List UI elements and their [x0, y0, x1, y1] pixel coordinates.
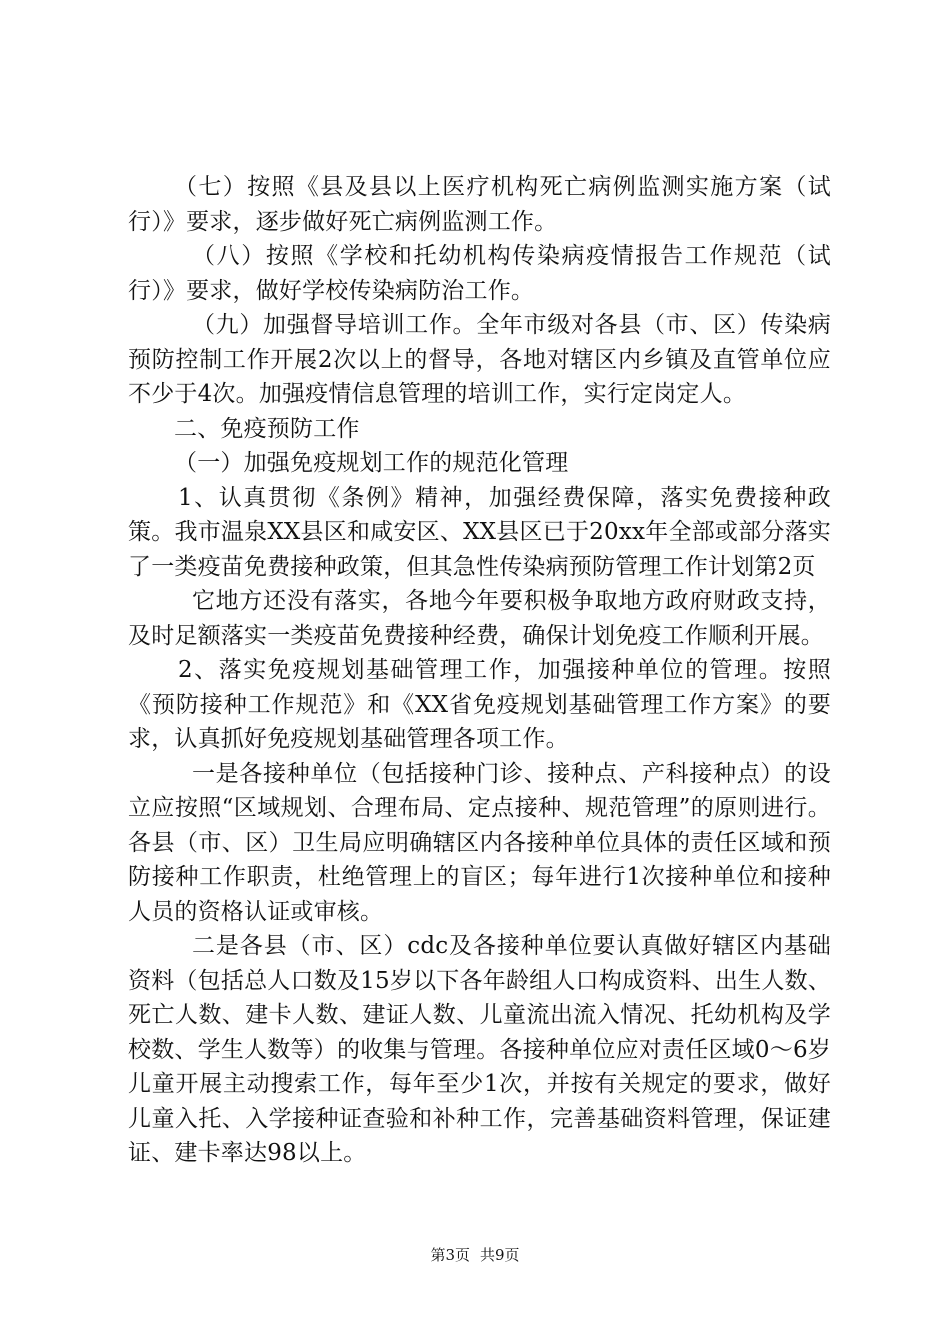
paragraph-point-1: 1、认真贯彻《条例》精神，加强经费保障，落实免费接种政策。我市温泉XX县区和咸安区、XX县区已于20xx年全部或部分落实了一类疫苗免费接种政策，但其急性传染病预防管理工作计划第2页: [128, 484, 831, 580]
paragraph-item-8: （八）按照《学校和托幼机构传染病疫情报告工作规范（试行）》要求，做好学校传染病防治工作。: [128, 243, 831, 304]
paragraph-point-2: 2、落实免疫规划基础管理工作，加强接种单位的管理。按照《预防接种工作规范》和《XX省免疫规划基础管理工作方案》的要求，认真抓好免疫规划基础管理各项工作。: [128, 657, 831, 752]
page-footer: [0, 1245, 950, 1265]
paragraph-second-item: 二是各县（市、区）cdc及各接种单位要认真做好辖区内基础资料（包括总人口数及15岁以下各年龄组人口构成资料、出生人数、死亡人数、建卡人数、建证人数、儿童流出流入情况、托幼机构及学校数、学生人数等）的收集与管理。各接种单位应对责任区域0～6岁儿童开展主动搜索工作，每年至少1次，并按有关规定的要求，做好儿童入托、入学接种证查验和补种工作，完善基础资料管理，保证建证、建卡率达98以上。: [128, 933, 831, 1166]
page-number-current: 第3页: [430, 1246, 470, 1264]
paragraph-continuation: 它地方还没有落实，各地今年要积极争取地方政府财政支持，及时足额落实一类疫苗免费接种经费，确保计划免疫工作顺利开展。: [128, 588, 831, 649]
document-body: [128, 170, 831, 1171]
paragraph-item-7: （七）按照《县及县以上医疗机构死亡病例监测实施方案（试行）》要求，逐步做好死亡病例监测工作。: [128, 174, 831, 235]
paragraph-item-9: （九）加强督导培训工作。全年市级对各县（市、区）传染病预防控制工作开展2次以上的督导，各地对辖区内乡镇及直管单位应不少于4次。加强疫情信息管理的培训工作，实行定岗定人。: [128, 312, 831, 407]
page-number-total: 共9页: [480, 1246, 520, 1264]
section-heading-immunization: 二、免疫预防工作: [174, 415, 360, 442]
paragraph-first-item: 一是各接种单位（包括接种门诊、接种点、产科接种点）的设立应按照“区域规划、合理布局、定点接种、规范管理”的原则进行。各县（市、区）卫生局应明确辖区内各接种单位具体的责任区域和预防接种工作职责，杜绝管理上的盲区；每年进行1次接种单位和接种人员的资格认证或审核。: [128, 760, 831, 925]
subsection-heading-standardization: （一）加强免疫规划工作的规范化管理: [174, 450, 569, 476]
